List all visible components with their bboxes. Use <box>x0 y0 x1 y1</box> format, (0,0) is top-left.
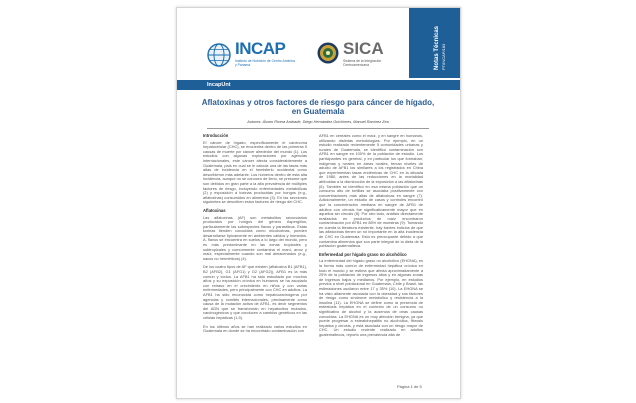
incap-logo-subtitle: Instituto de Nutrición de Centro América y Panamá <box>235 59 295 67</box>
tag-bar-label: IncapUnt <box>207 81 231 88</box>
tag-bar <box>177 80 460 90</box>
left-column <box>203 134 307 338</box>
paragraph: El cáncer de hígado, específicamente el carcinoma hepatocelular (CHC), se encuentra dentro de las primeras 5 causas de muerte por cáncer alrededor del mundo (1). Los estudios con algunas exploraciones por agencias internacionales, este cáncer afecta considerablemente a Guatemala, país en cual se le calcula una de las tasas más altas de incidencia en el hemisferio occidental como describieron más adelante. Los números dentro de esta alta incidencia, aunque no se conocen de lleno, se presume que son debidos en gran parte a la alta prevalencia de múltiples factores de riesgo, incluyendo enfermedades metabólicas (2) y exposición a toxinas producidas por hongos (e.g., aflatoxinas) consumidos en alimentos (3). En las secciones siguientes se describen estos factores de riesgo del CHC. <box>203 139 307 205</box>
logo-row <box>207 40 417 74</box>
side-band-title: Notas Técnicas <box>434 25 440 70</box>
paragraph: Las aflatoxinas (AF) son metabolitos secundarios producidos por hongos del género Aspergillus, particularmente las subespecies flavus y parasiticus. Estas toxinas tienden conocidas como micotoxinas, pueden desarrollarse típicamente en ambientes cálidos y húmedos. A. flavus se encuentra en suelos a lo largo del mundo, pero es más predominante en las zonas tropicales y subtropicales y comúnmente contamina el maní, arroz y maíz, especialmente cuando son mal almacenados (e.g., sacos no herméticos) (4). <box>203 214 307 261</box>
page-number: Página 1 de 5 <box>397 384 422 389</box>
document-page <box>176 7 461 399</box>
incap-logo-text: INCAP <box>235 39 286 58</box>
section-heading: Introducción <box>203 133 229 138</box>
right-column <box>319 134 423 342</box>
paragraph: En los últimos años se han realizado varios estudios en Guatemala en donde se ha encontrado contaminación con <box>203 323 307 334</box>
title-divider <box>207 128 429 129</box>
paragraph: De los cuatro tipos de AF que existen (aflatoxina B1 (AFB1), B2 (AFB2), G1 (AFG1) y G2 (AFG2)), AFB1 es la más común y tóxica. La AFB1 ha sido estudiada por muchos años y su exposición crónica en humanos se ha asociado con retraso en el crecimiento en niños y con varias enfermedades, pero principalmente con CHC en adultos. La AFB1 ha sido reconocida como hepatocarcinógena por agencias y comités internacionales, precisamente como causa de la mutación activa de AFB1, es decir segmentos del ADN que se transforman en hepatocitos mutados, carcinogénicos y que conducen a cambios genéticos en las células hepáticas (1,5). <box>203 264 307 320</box>
document-title: Aflatoxinas y otros factores de riesgo para cáncer de hígado, en Guatemala <box>201 98 435 116</box>
section-heading: Enfermedad por hígado graso no alcohólico <box>319 251 407 257</box>
sica-logo-subtitle: Sistema de la Integración Centroamericana <box>343 59 382 67</box>
side-band-code: PT/INCAP/183 <box>441 43 446 70</box>
sica-logo-text: SICA <box>343 39 384 58</box>
side-band-text <box>434 26 446 70</box>
incap-globe-icon <box>207 43 231 67</box>
paragraph: La enfermedad del hígado graso no alcohólico (EHGNA), es la forma más común de enfermedad hepática crónica en todo el mundo y se estima que afecta aproximadamente a 25% de la población de ingresos altos y en algunas zonas de ingresos bajos y medianos. Por ejemplo, en estudios previos a nivel poblacional en Guatemala, Chile y Brasil, las estimaciones oscilaron entre 17 y 35% (10). La EHGNA se ha visto altamente asociada con la obesidad y sus factores de riesgo como síndrome metabólico y resistencia a la insulina (11). La EHGNA se define como la presencia de esteatosis hepática en el contexto de un consumo no significativo de alcohol y la ausencia de otras causas conocidas. La EHGNA es un muy afección benigna, ya que puede progresar a esteatohepatitis no alcohólica, fibrosis hepática y cirrosis, y está asociada con un riesgo mayor de CHC. Un estudio reciente realizado en adultos guatemaltecos, reportó una prevalencia alta de <box>319 258 423 337</box>
document-authors: Autores: Álvaro Rivera Andrade, Diego Hernández Guichimes, Manuel Ramírez Zea <box>247 120 389 124</box>
section-heading: Aflatoxinas <box>203 207 226 213</box>
paragraph: AFB1 en cereales como el maíz, y en sangre en humanos, utilizando distintas metodologías. Por ejemplo, en un estudio realizado recientemente 5 comunidades urbanas y rurales de Guatemala, se identificó contaminación con AFB1 en sangre en 100% de la población de estudio. Los participantes en general, y en particular los que formaban, indígenas y rurales en áreas rurales, tenían niveles de aducto de AFB1 los similares a los registrados en China que experimentan tasas endémicas de CHC en la década de 1980, antes de las reducciones en la mortalidad atribuidas a la disminución de la exposición a las aflatoxinas (6). También se identificó en esa misma población que un consumo alto de tortillas se asociaba positivamente con concentraciones más altas de aflatoxinas en sangre (7). Adicionalmente, un estudio de casos y controles encontró que la concentración mediana en sangre de AFB1 de adultos con cirrosis fue significativamente mayor que en aquellos sin cirrosis (8). Por otro lado, análisis directamente realizados en productos de maíz encontraron contaminación por AFB1 en 85% de muestras (9). Tomando en cuenta la literatura existente, hay fuertes indicios de que las aflatoxinas tienen un rol importante en la alta incidencia de CHC en Guatemala. Esto es preocupante debido a que contamina alimentos que son parte integral de la dieta de la población guatemalteca. <box>319 133 423 249</box>
sica-seal-icon <box>317 42 339 64</box>
